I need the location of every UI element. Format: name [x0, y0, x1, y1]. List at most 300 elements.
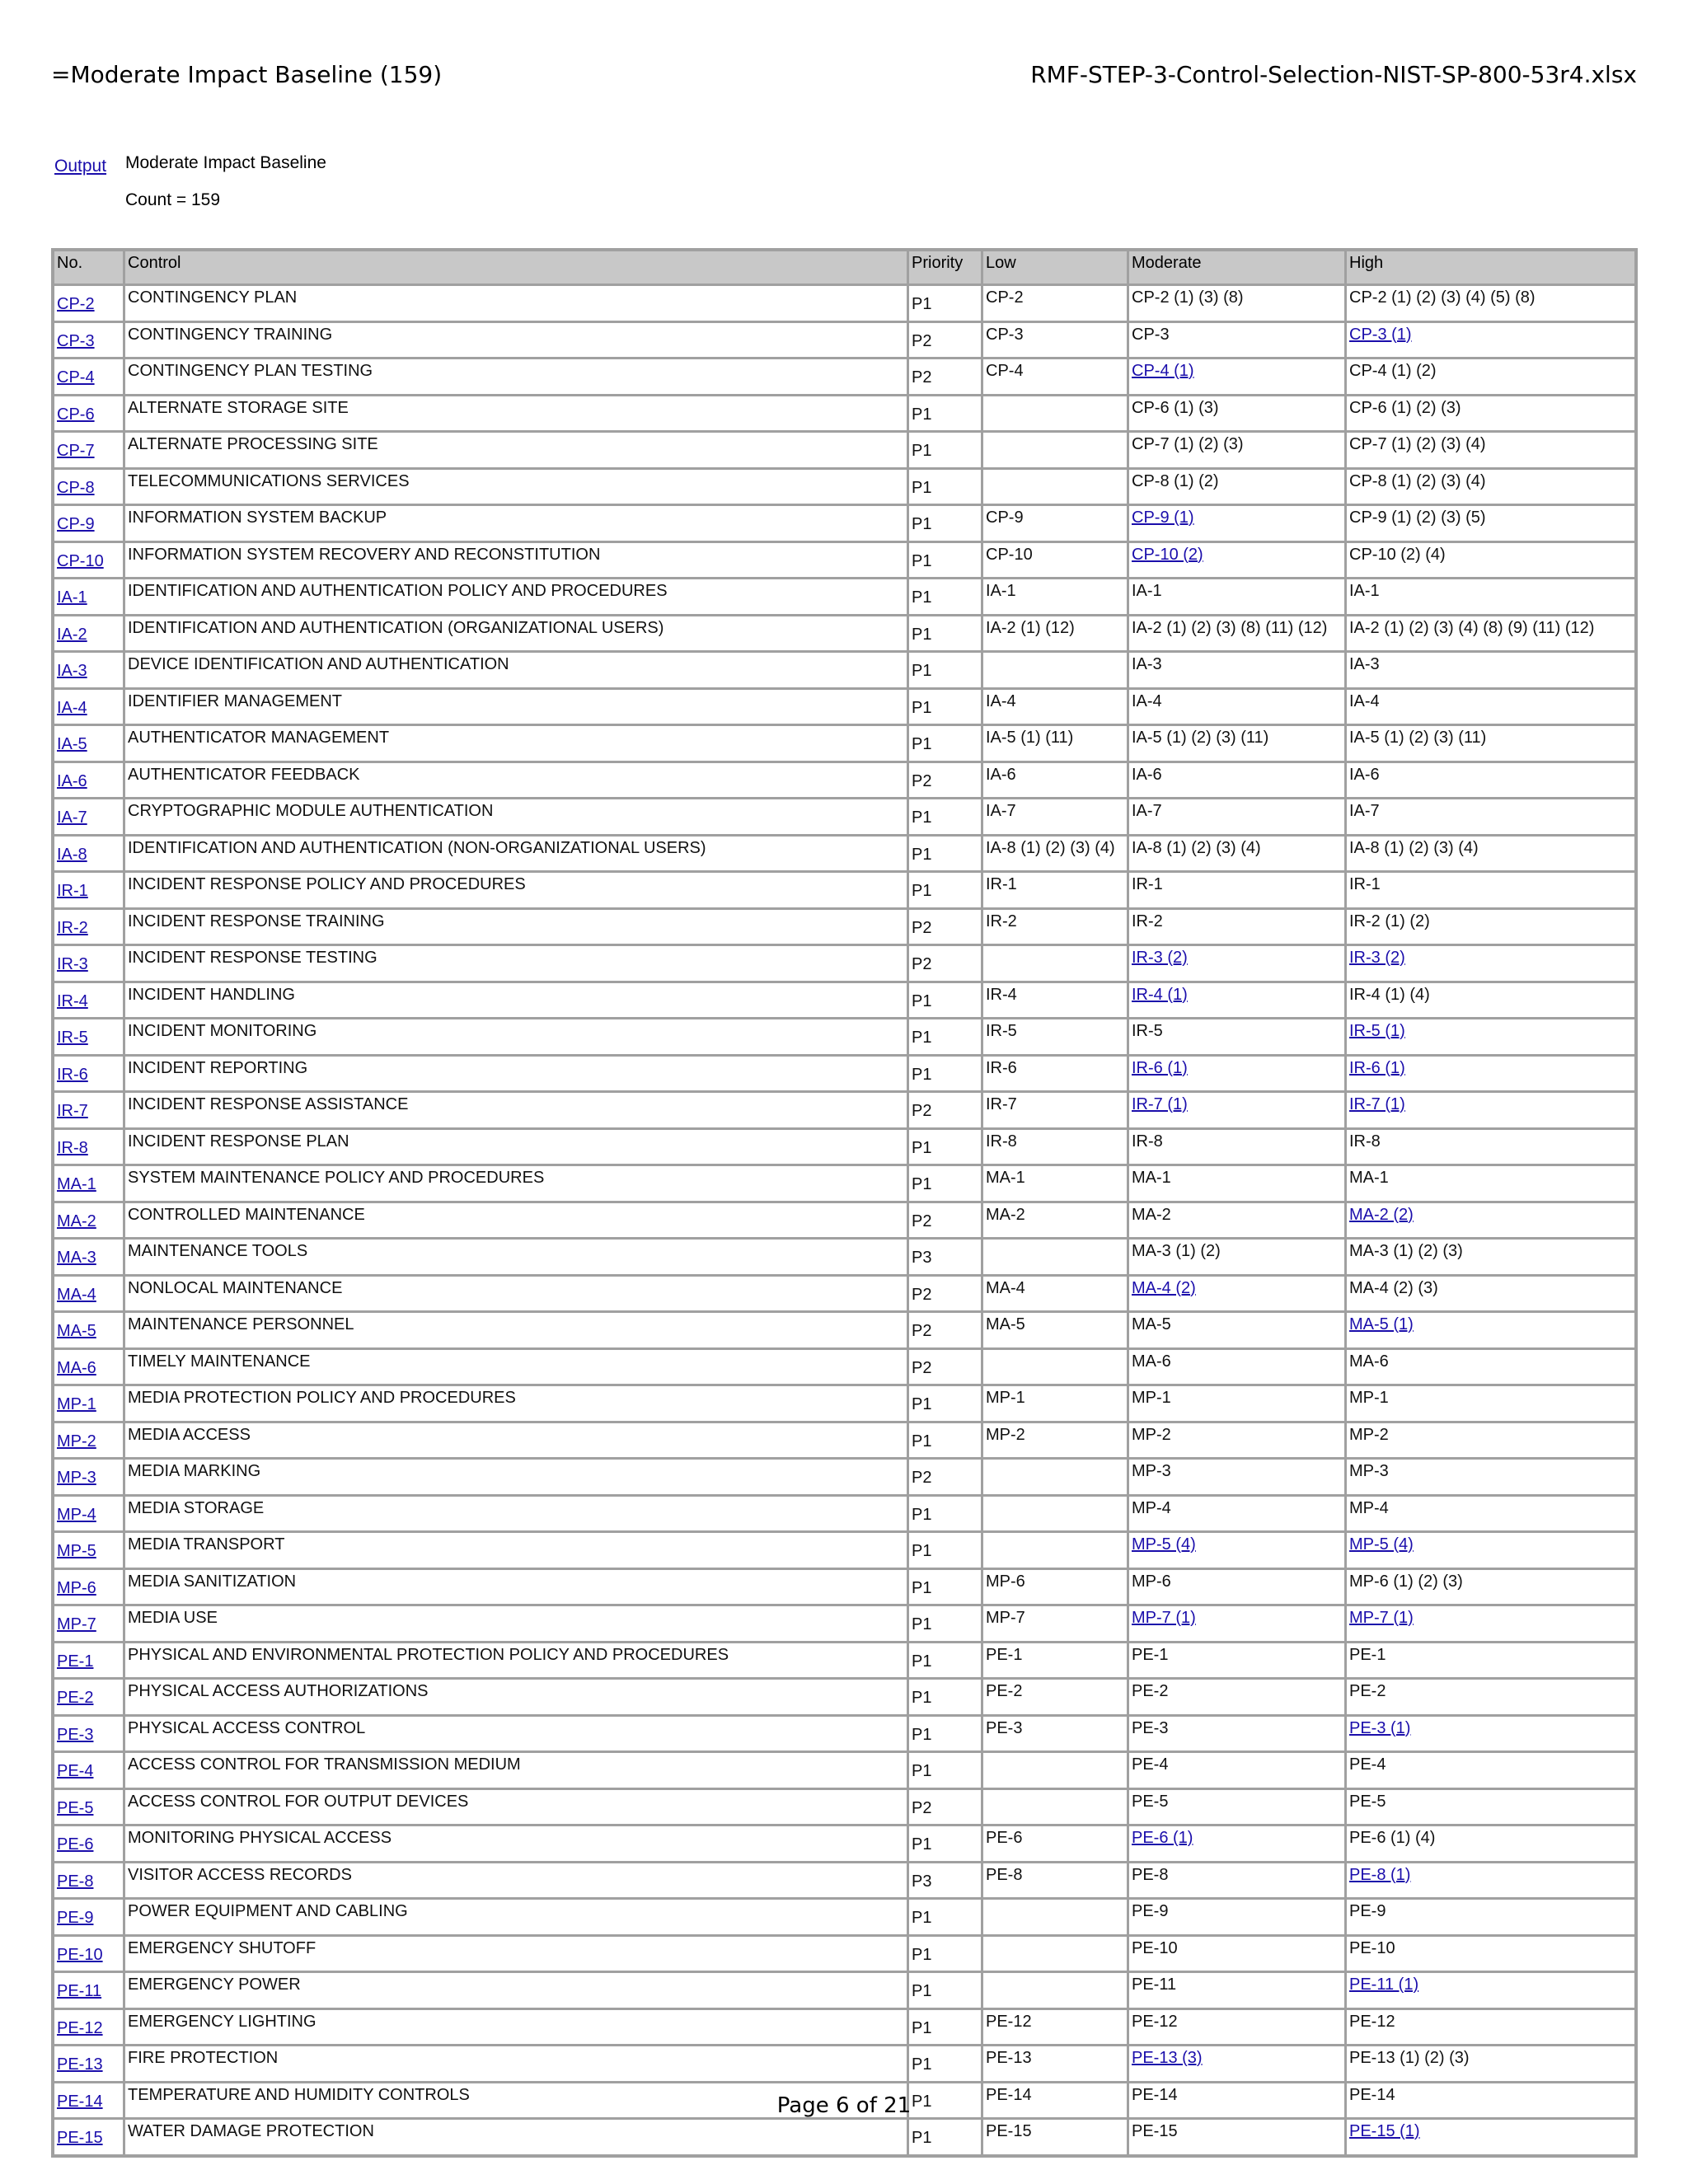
high-enhancement-link[interactable]: MP-5 (4)	[1349, 1535, 1414, 1554]
moderate-baseline-cell: MA-6	[1129, 1350, 1347, 1385]
control-id-link	[54, 470, 125, 504]
control-link[interactable]: CP-8	[57, 478, 95, 497]
low-baseline-cell: MA-5	[983, 1313, 1129, 1347]
table-row	[54, 1240, 1634, 1277]
table-row	[54, 1019, 1634, 1057]
control-link[interactable]: MP-6	[57, 1578, 96, 1597]
priority-cell: P1	[909, 2010, 983, 2045]
control-link[interactable]: IA-3	[57, 662, 87, 680]
control-link[interactable]: PE-8	[57, 1872, 94, 1891]
low-baseline-cell	[983, 1900, 1129, 1934]
page-header-left: =Moderate Impact Baseline (159)	[51, 61, 443, 88]
table-row	[54, 506, 1634, 543]
moderate-enhancement-link[interactable]: MA-4 (2)	[1132, 1278, 1196, 1297]
low-baseline-cell: CP-9	[983, 506, 1129, 541]
moderate-enhancement-link[interactable]: PE-13 (3)	[1132, 2049, 1203, 2067]
control-name: MEDIA USE	[125, 1606, 909, 1641]
moderate-baseline-cell: CP-3	[1129, 323, 1347, 358]
moderate-baseline-cell: PE-12	[1129, 2010, 1347, 2045]
table-row	[54, 1643, 1634, 1680]
control-link[interactable]: CP-6	[57, 405, 95, 424]
priority-cell: P1	[909, 799, 983, 834]
control-link[interactable]: MA-5	[57, 1322, 96, 1340]
high-baseline-cell: MA-6	[1347, 1350, 1634, 1385]
control-link[interactable]: IR-1	[57, 882, 88, 900]
high-baseline-cell: IA-1	[1347, 579, 1634, 614]
high-enhancement-link[interactable]: CP-3 (1)	[1349, 325, 1412, 344]
column-header-control: Control	[125, 251, 909, 284]
control-id-link	[54, 1717, 125, 1751]
control-link[interactable]: IA-7	[57, 808, 87, 827]
priority-cell: P1	[909, 1533, 983, 1568]
moderate-baseline-cell: PE-15	[1129, 2120, 1347, 2154]
table-row	[54, 616, 1634, 654]
priority-cell: P2	[909, 1313, 983, 1347]
priority-cell: P1	[909, 1643, 983, 1678]
control-name: FIRE PROTECTION	[125, 2046, 909, 2081]
moderate-enhancement-link[interactable]: MP-7 (1)	[1132, 1609, 1196, 1627]
table-row	[54, 1717, 1634, 1754]
high-enhancement-link[interactable]: IR-6 (1)	[1349, 1058, 1405, 1077]
control-link[interactable]: MP-2	[57, 1432, 96, 1451]
control-name: AUTHENTICATOR FEEDBACK	[125, 763, 909, 798]
low-baseline-cell: PE-15	[983, 2120, 1129, 2154]
moderate-baseline-cell: MP-6	[1129, 1570, 1347, 1605]
control-id-link	[54, 616, 125, 651]
high-enhancement-link[interactable]: PE-3 (1)	[1349, 1718, 1411, 1737]
control-name: EMERGENCY POWER	[125, 1973, 909, 2008]
control-name: TIMELY MAINTENANCE	[125, 1350, 909, 1385]
table-row	[54, 1680, 1634, 1717]
control-name: IDENTIFICATION AND AUTHENTICATION (ORGANIZATIONAL USERS)	[125, 616, 909, 651]
control-link[interactable]: IR-3	[57, 955, 88, 973]
moderate-baseline-cell: MA-1	[1129, 1166, 1347, 1201]
control-link[interactable]: MP-5	[57, 1542, 96, 1560]
control-id-link	[54, 1790, 125, 1825]
moderate-enhancement-link[interactable]: IR-4 (1)	[1132, 985, 1188, 1004]
control-name: ALTERNATE STORAGE SITE	[125, 396, 909, 431]
priority-cell: P1	[909, 2120, 983, 2154]
moderate-baseline-cell: PE-14	[1129, 2083, 1347, 2118]
control-id-link	[54, 983, 125, 1018]
priority-cell: P1	[909, 1166, 983, 1201]
priority-cell: P1	[909, 1423, 983, 1458]
high-enhancement-link[interactable]: MA-5 (1)	[1349, 1315, 1414, 1333]
table-row	[54, 837, 1634, 874]
control-link[interactable]: IR-4	[57, 991, 88, 1010]
control-id-link	[54, 690, 125, 724]
priority-cell: P2	[909, 1790, 983, 1825]
priority-cell: P1	[909, 837, 983, 871]
low-baseline-cell: CP-2	[983, 286, 1129, 321]
low-baseline-cell	[983, 1973, 1129, 2008]
control-id-link	[54, 763, 125, 798]
table-row	[54, 2120, 1634, 2154]
moderate-baseline-cell: IA-7	[1129, 799, 1347, 834]
low-baseline-cell: MA-4	[983, 1277, 1129, 1311]
priority-cell: P1	[909, 579, 983, 614]
low-baseline-cell: PE-13	[983, 2046, 1129, 2081]
control-name: CONTROLLED MAINTENANCE	[125, 1203, 909, 1238]
priority-cell: P1	[909, 1497, 983, 1531]
control-link[interactable]: MP-1	[57, 1395, 96, 1413]
low-baseline-cell	[983, 1790, 1129, 1825]
table-row	[54, 396, 1634, 434]
control-id-link	[54, 1350, 125, 1385]
control-name: SYSTEM MAINTENANCE POLICY AND PROCEDURES	[125, 1166, 909, 1201]
moderate-baseline-cell: IA-3	[1129, 653, 1347, 687]
priority-cell: P2	[909, 1350, 983, 1385]
control-link[interactable]: PE-14	[57, 2092, 103, 2111]
high-baseline-cell: IA-5 (1) (2) (3) (11)	[1347, 726, 1634, 761]
control-name: ALTERNATE PROCESSING SITE	[125, 433, 909, 467]
high-enhancement-link[interactable]: MP-7 (1)	[1349, 1609, 1414, 1627]
control-link[interactable]: PE-15	[57, 2129, 103, 2147]
controls-table	[51, 248, 1638, 2158]
control-id-link	[54, 726, 125, 761]
table-row	[54, 433, 1634, 470]
high-baseline-cell	[1347, 946, 1634, 981]
low-baseline-cell: IA-8 (1) (2) (3) (4)	[983, 837, 1129, 871]
control-link[interactable]: PE-11	[57, 1982, 102, 2000]
low-baseline-cell	[983, 946, 1129, 981]
control-link[interactable]: CP-3	[57, 331, 95, 350]
high-enhancement-link[interactable]: IR-7 (1)	[1349, 1095, 1405, 1113]
control-name: NONLOCAL MAINTENANCE	[125, 1277, 909, 1311]
priority-cell: P1	[909, 1900, 983, 1934]
high-baseline-cell: IA-3	[1347, 653, 1634, 687]
control-link[interactable]: MP-3	[57, 1469, 96, 1487]
control-id-link	[54, 1130, 125, 1165]
control-link[interactable]: CP-9	[57, 515, 95, 533]
high-enhancement-link[interactable]: PE-15 (1)	[1349, 2122, 1420, 2140]
moderate-baseline-cell: MP-1	[1129, 1386, 1347, 1421]
control-link[interactable]: PE-10	[57, 1945, 103, 1964]
control-link[interactable]: CP-4	[57, 368, 95, 387]
column-header-moderate: Moderate	[1129, 251, 1347, 284]
control-id-link	[54, 910, 125, 944]
table-row	[54, 946, 1634, 983]
control-id-link	[54, 1386, 125, 1421]
high-enhancement-link[interactable]: IR-3 (2)	[1349, 949, 1405, 967]
moderate-enhancement-link[interactable]: CP-9 (1)	[1132, 509, 1194, 527]
table-row	[54, 1863, 1634, 1900]
priority-cell: P1	[909, 396, 983, 431]
control-name: INCIDENT RESPONSE PLAN	[125, 1130, 909, 1165]
table-row	[54, 286, 1634, 323]
control-name: ACCESS CONTROL FOR OUTPUT DEVICES	[125, 1790, 909, 1825]
table-row	[54, 359, 1634, 396]
control-link[interactable]: MA-4	[57, 1285, 96, 1304]
moderate-enhancement-link[interactable]: CP-10 (2)	[1132, 545, 1203, 564]
low-baseline-cell	[983, 396, 1129, 431]
moderate-baseline-cell	[1129, 1533, 1347, 1568]
control-name: CONTINGENCY PLAN	[125, 286, 909, 321]
table-row	[54, 470, 1634, 507]
high-baseline-cell	[1347, 1606, 1634, 1641]
table-header-row	[54, 251, 1634, 286]
control-id-link	[54, 2120, 125, 2154]
high-baseline-cell: MP-6 (1) (2) (3)	[1347, 1570, 1634, 1605]
control-name: MEDIA MARKING	[125, 1460, 909, 1494]
high-baseline-cell	[1347, 1019, 1634, 1054]
low-baseline-cell: IA-6	[983, 763, 1129, 798]
control-id-link	[54, 1753, 125, 1788]
control-name: INCIDENT RESPONSE TESTING	[125, 946, 909, 981]
control-name: MEDIA ACCESS	[125, 1423, 909, 1458]
priority-cell: P2	[909, 359, 983, 394]
priority-cell: P1	[909, 1753, 983, 1788]
control-id-link	[54, 1497, 125, 1531]
moderate-baseline-cell: PE-8	[1129, 1863, 1347, 1898]
table-row	[54, 1423, 1634, 1460]
high-baseline-cell: PE-2	[1347, 1680, 1634, 1714]
output-link[interactable]: Output	[54, 157, 107, 176]
control-name: TEMPERATURE AND HUMIDITY CONTROLS	[125, 2083, 909, 2118]
table-row	[54, 1130, 1634, 1167]
control-id-link	[54, 579, 125, 614]
high-enhancement-link[interactable]: PE-11 (1)	[1349, 1975, 1419, 1994]
moderate-baseline-cell: CP-6 (1) (3)	[1129, 396, 1347, 431]
priority-cell: P1	[909, 2083, 983, 2118]
high-enhancement-link[interactable]: PE-8 (1)	[1349, 1865, 1411, 1884]
priority-cell: P2	[909, 946, 983, 981]
control-link[interactable]: PE-1	[57, 1652, 94, 1671]
control-id-link	[54, 1863, 125, 1898]
high-baseline-cell: MP-4	[1347, 1497, 1634, 1531]
control-link[interactable]: IA-8	[57, 845, 87, 864]
high-baseline-cell: IR-1	[1347, 873, 1634, 907]
low-baseline-cell: PE-8	[983, 1863, 1129, 1898]
low-baseline-cell: PE-14	[983, 2083, 1129, 2118]
low-baseline-cell: IA-4	[983, 690, 1129, 724]
control-name: PHYSICAL ACCESS AUTHORIZATIONS	[125, 1680, 909, 1714]
high-baseline-cell: MP-2	[1347, 1423, 1634, 1458]
control-name: IDENTIFICATION AND AUTHENTICATION (NON-ORGANIZATIONAL USERS)	[125, 837, 909, 871]
control-id-link	[54, 1973, 125, 2008]
control-id-link	[54, 1203, 125, 1238]
priority-cell: P1	[909, 286, 983, 321]
control-link[interactable]: CP-10	[57, 551, 104, 570]
control-name: INCIDENT RESPONSE TRAINING	[125, 910, 909, 944]
control-id-link	[54, 1826, 125, 1861]
priority-cell: P1	[909, 690, 983, 724]
moderate-baseline-cell: MA-2	[1129, 1203, 1347, 1238]
control-link[interactable]: IR-5	[57, 1029, 88, 1047]
priority-cell: P2	[909, 1277, 983, 1311]
control-link[interactable]: IR-2	[57, 918, 88, 937]
control-link[interactable]: PE-6	[57, 1835, 94, 1854]
low-baseline-cell: IR-2	[983, 910, 1129, 944]
control-name: IDENTIFIER MANAGEMENT	[125, 690, 909, 724]
low-baseline-cell: CP-4	[983, 359, 1129, 394]
control-link[interactable]: MA-3	[57, 1249, 96, 1267]
low-baseline-cell: PE-6	[983, 1826, 1129, 1861]
column-header-priority: Priority	[909, 251, 983, 284]
column-header-no: No.	[54, 251, 125, 284]
high-enhancement-link[interactable]: MA-2 (2)	[1349, 1205, 1414, 1224]
control-link[interactable]: IA-2	[57, 625, 87, 644]
control-link[interactable]: IA-1	[57, 588, 87, 607]
low-baseline-cell: IA-1	[983, 579, 1129, 614]
moderate-baseline-cell: PE-3	[1129, 1717, 1347, 1751]
control-name: MEDIA STORAGE	[125, 1497, 909, 1531]
priority-cell: P1	[909, 2046, 983, 2081]
moderate-enhancement-link[interactable]: PE-6 (1)	[1132, 1829, 1193, 1847]
high-baseline-cell: IR-4 (1) (4)	[1347, 983, 1634, 1018]
control-id-link	[54, 2010, 125, 2045]
low-baseline-cell: PE-2	[983, 1680, 1129, 1714]
moderate-baseline-cell	[1129, 1826, 1347, 1861]
high-baseline-cell: IR-8	[1347, 1130, 1634, 1165]
priority-cell: P1	[909, 1386, 983, 1421]
moderate-enhancement-link[interactable]: IR-7 (1)	[1132, 1095, 1188, 1113]
low-baseline-cell: IR-5	[983, 1019, 1129, 1054]
high-baseline-cell: PE-9	[1347, 1900, 1634, 1934]
control-link[interactable]: PE-5	[57, 1798, 94, 1817]
control-name: ACCESS CONTROL FOR TRANSMISSION MEDIUM	[125, 1753, 909, 1788]
low-baseline-cell: MP-7	[983, 1606, 1129, 1641]
moderate-baseline-cell: CP-7 (1) (2) (3)	[1129, 433, 1347, 467]
control-link[interactable]: PE-9	[57, 1909, 94, 1927]
control-link[interactable]: PE-13	[57, 2055, 103, 2074]
output-count: Count = 159	[125, 190, 221, 209]
moderate-baseline-cell	[1129, 1277, 1347, 1311]
control-link[interactable]: CP-2	[57, 295, 95, 313]
control-id-link	[54, 1533, 125, 1568]
control-name: MEDIA TRANSPORT	[125, 1533, 909, 1568]
priority-cell: P1	[909, 1973, 983, 2008]
control-id-link	[54, 653, 125, 687]
control-name: IDENTIFICATION AND AUTHENTICATION POLICY AND PROCEDURES	[125, 579, 909, 614]
table-row	[54, 2010, 1634, 2047]
control-id-link	[54, 2046, 125, 2081]
moderate-enhancement-link[interactable]: IR-6 (1)	[1132, 1058, 1188, 1077]
priority-cell: P1	[909, 543, 983, 578]
low-baseline-cell	[983, 470, 1129, 504]
moderate-baseline-cell: PE-10	[1129, 1937, 1347, 1971]
control-id-link	[54, 1166, 125, 1201]
moderate-baseline-cell: PE-2	[1129, 1680, 1347, 1714]
control-id-link	[54, 1313, 125, 1347]
high-baseline-cell: CP-4 (1) (2)	[1347, 359, 1634, 394]
control-link[interactable]: PE-4	[57, 1762, 94, 1780]
moderate-baseline-cell	[1129, 1093, 1347, 1127]
high-baseline-cell: PE-6 (1) (4)	[1347, 1826, 1634, 1861]
control-id-link	[54, 543, 125, 578]
control-link[interactable]: IA-6	[57, 771, 87, 790]
control-name: AUTHENTICATOR MANAGEMENT	[125, 726, 909, 761]
high-baseline-cell: MA-3 (1) (2) (3)	[1347, 1240, 1634, 1274]
table-row	[54, 1313, 1634, 1350]
high-baseline-cell: PE-14	[1347, 2083, 1634, 2118]
control-id-link	[54, 1240, 125, 1274]
low-baseline-cell: IR-6	[983, 1057, 1129, 1091]
moderate-baseline-cell: IA-1	[1129, 579, 1347, 614]
control-link[interactable]: PE-12	[57, 2018, 103, 2037]
high-baseline-cell: CP-2 (1) (2) (3) (4) (5) (8)	[1347, 286, 1634, 321]
table-row	[54, 1606, 1634, 1643]
table-row	[54, 323, 1634, 360]
priority-cell: P2	[909, 323, 983, 358]
high-baseline-cell: MP-3	[1347, 1460, 1634, 1494]
table-row	[54, 1166, 1634, 1203]
priority-cell: P1	[909, 1717, 983, 1751]
control-link[interactable]: MA-6	[57, 1358, 96, 1377]
moderate-baseline-cell: PE-1	[1129, 1643, 1347, 1678]
control-link[interactable]: PE-2	[57, 1689, 94, 1707]
table-row	[54, 1533, 1634, 1570]
high-baseline-cell: PE-5	[1347, 1790, 1634, 1825]
moderate-baseline-cell	[1129, 983, 1347, 1018]
table-row	[54, 1570, 1634, 1607]
high-baseline-cell	[1347, 323, 1634, 358]
high-baseline-cell	[1347, 1093, 1634, 1127]
table-row	[54, 1790, 1634, 1827]
table-row	[54, 910, 1634, 947]
priority-cell: P1	[909, 1570, 983, 1605]
control-name: INFORMATION SYSTEM RECOVERY AND RECONSTITUTION	[125, 543, 909, 578]
control-link[interactable]: MA-2	[57, 1212, 96, 1230]
high-baseline-cell	[1347, 1057, 1634, 1091]
high-baseline-cell	[1347, 1313, 1634, 1347]
control-name: MEDIA PROTECTION POLICY AND PROCEDURES	[125, 1386, 909, 1421]
control-link[interactable]: MA-1	[57, 1175, 96, 1193]
control-link[interactable]: IR-7	[57, 1102, 88, 1120]
high-baseline-cell	[1347, 2120, 1634, 2154]
control-name: CONTINGENCY PLAN TESTING	[125, 359, 909, 394]
high-baseline-cell: IR-2 (1) (2)	[1347, 910, 1634, 944]
moderate-baseline-cell	[1129, 946, 1347, 981]
control-link[interactable]: MP-4	[57, 1505, 96, 1524]
control-link[interactable]: CP-7	[57, 442, 95, 460]
control-id-link	[54, 1937, 125, 1971]
moderate-baseline-cell	[1129, 1057, 1347, 1091]
low-baseline-cell: MP-1	[983, 1386, 1129, 1421]
moderate-enhancement-link[interactable]: MP-5 (4)	[1132, 1535, 1196, 1554]
high-baseline-cell: CP-6 (1) (2) (3)	[1347, 396, 1634, 431]
control-id-link	[54, 799, 125, 834]
moderate-baseline-cell: IA-6	[1129, 763, 1347, 798]
table-row	[54, 726, 1634, 763]
moderate-enhancement-link[interactable]: CP-4 (1)	[1132, 362, 1194, 380]
priority-cell: P1	[909, 1606, 983, 1641]
control-link[interactable]: MP-7	[57, 1615, 96, 1633]
control-link[interactable]: IR-6	[57, 1065, 88, 1084]
high-baseline-cell	[1347, 1203, 1634, 1238]
moderate-enhancement-link[interactable]: IR-3 (2)	[1132, 949, 1188, 967]
low-baseline-cell	[983, 1937, 1129, 1971]
control-link[interactable]: IA-5	[57, 735, 87, 753]
control-name: PHYSICAL ACCESS CONTROL	[125, 1717, 909, 1751]
control-link[interactable]: PE-3	[57, 1725, 94, 1744]
table-row	[54, 1497, 1634, 1534]
low-baseline-cell	[983, 653, 1129, 687]
moderate-baseline-cell: IR-1	[1129, 873, 1347, 907]
control-link[interactable]: IA-4	[57, 698, 87, 717]
high-enhancement-link[interactable]: IR-5 (1)	[1349, 1022, 1405, 1040]
control-id-link	[54, 1570, 125, 1605]
moderate-baseline-cell: IA-5 (1) (2) (3) (11)	[1129, 726, 1347, 761]
control-name: TELECOMMUNICATIONS SERVICES	[125, 470, 909, 504]
moderate-baseline-cell: MP-4	[1129, 1497, 1347, 1531]
table-row	[54, 1937, 1634, 1974]
control-link[interactable]: IR-8	[57, 1138, 88, 1157]
table-row	[54, 763, 1634, 800]
priority-cell: P1	[909, 873, 983, 907]
high-baseline-cell: CP-7 (1) (2) (3) (4)	[1347, 433, 1634, 467]
high-baseline-cell	[1347, 1533, 1634, 1568]
